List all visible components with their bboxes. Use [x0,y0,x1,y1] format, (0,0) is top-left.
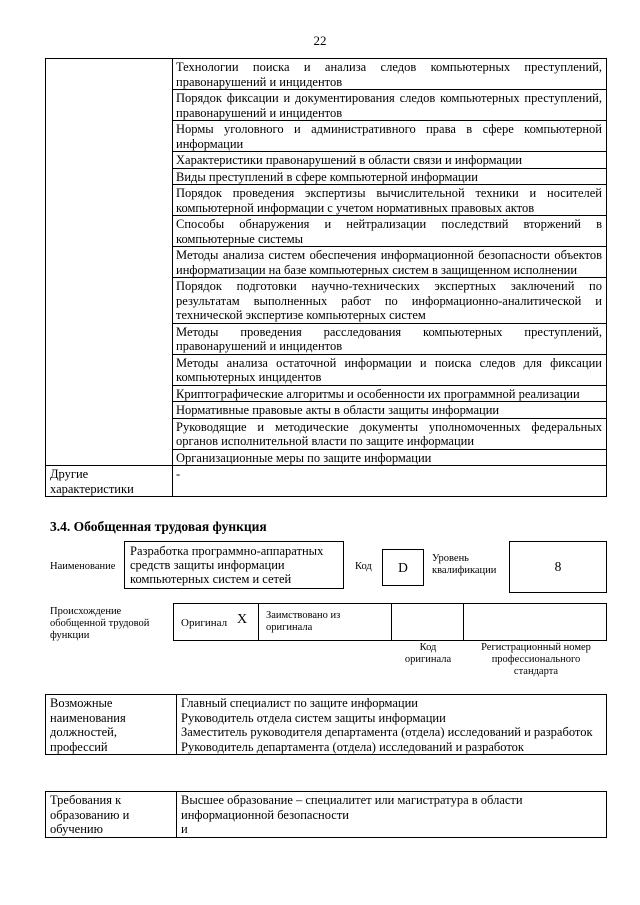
table-row [46,466,607,497]
list-item: Заместитель руководителя департамента (отдела) исследований и разработок [181,725,593,739]
knowledge-table [45,58,607,497]
reg-number-cell [463,603,607,641]
education-cell [177,792,607,838]
knowledge-item: Способы обнаружения и нейтрализации последствий вторжений в компьютерные системы [173,216,607,247]
knowledge-item: Порядок подготовки научно-технических экспертных заключений по результатам выполненных работ по информационно-аналитической и технической экспертизе компьютерных систем [173,278,607,324]
original-mark: X [237,612,248,627]
knowledge-item: Руководящие и методические документы уполномоченных федеральных органов исполнительной власти по защите информации [173,418,607,449]
function-name-box: Разработка программно-аппаратных средств защиты информации компьютерных систем и сетей [124,541,344,589]
other-characteristics-label: Другие характеристики [46,466,173,497]
knowledge-item: Методы проведения расследования компьютерных преступлений, правонарушений и инцидентов [173,323,607,354]
knowledge-item: Организационные меры по защите информации [173,449,607,466]
table-row [46,59,607,90]
origin-label: Происхождение обобщенной трудовой функции [50,606,150,641]
name-label: Наименование [50,561,116,572]
page-number: 22 [313,33,327,48]
knowledge-item: Порядок фиксации и документирования следов компьютерных преступлений, правонарушений и инцидентов [173,90,607,121]
level-box: 8 [509,541,607,593]
original-label: Оригинал [181,617,228,629]
code-original-label: Код оригинала [404,642,452,665]
level-label: Уровень квалификации [432,553,497,576]
code-box: D [382,549,424,586]
list-item: Руководитель департамента (отдела) исследований и разработок [181,739,524,754]
reg-number-label: Регистрационный номер профессионального стандарта [481,642,591,677]
knowledge-item: Методы анализа систем обеспечения информационной безопасности объектов информатизации на базе компьютерных систем в защищенном исполнении [173,247,607,278]
list-item: и [181,822,188,836]
knowledge-item: Криптографические алгоритмы и особенности их программной реализации [173,385,607,402]
list-item: Руководитель отдела систем защиты информации [181,710,446,725]
section-title: 3.4. Обобщенная трудовая функция [50,519,267,534]
borrowed-label: Заимствовано из оригинала [266,610,341,633]
code-label: Код [355,561,372,572]
knowledge-item: Характеристики правонарушений в области связи и информации [173,152,607,169]
list-item: Главный специалист по защите информации [181,696,418,710]
knowledge-item: Технологии поиска и анализа следов компьютерных преступлений, правонарушений и инцидентов [173,59,607,90]
knowledge-item: Нормативные правовые акты в области защиты информации [173,402,607,419]
education-label: Требования к образованию и обучению [46,792,177,838]
code-original-cell [391,603,464,641]
table-row [46,792,607,838]
table-row [46,695,607,755]
knowledge-item: Методы анализа остаточной информации и поиска следов для фиксации компьютерных инцидентов [173,354,607,385]
other-characteristics-value: - [173,466,607,497]
knowledge-item: Нормы уголовного и административного права в сфере компьютерной информации [173,121,607,152]
education-table [45,791,607,838]
positions-cell [177,695,607,755]
knowledge-item: Виды преступлений в сфере компьютерной информации [173,168,607,185]
positions-label: Возможные наименования должностей, профессий [46,695,177,755]
knowledge-label-cell [46,59,173,466]
list-item: Высшее образование – специалитет или магистратура в области информационной безопасности [181,793,523,822]
knowledge-item: Порядок проведения экспертизы вычислительной техники и носителей компьютерной информации с учетом нормативных правовых актов [173,185,607,216]
positions-table [45,694,607,755]
